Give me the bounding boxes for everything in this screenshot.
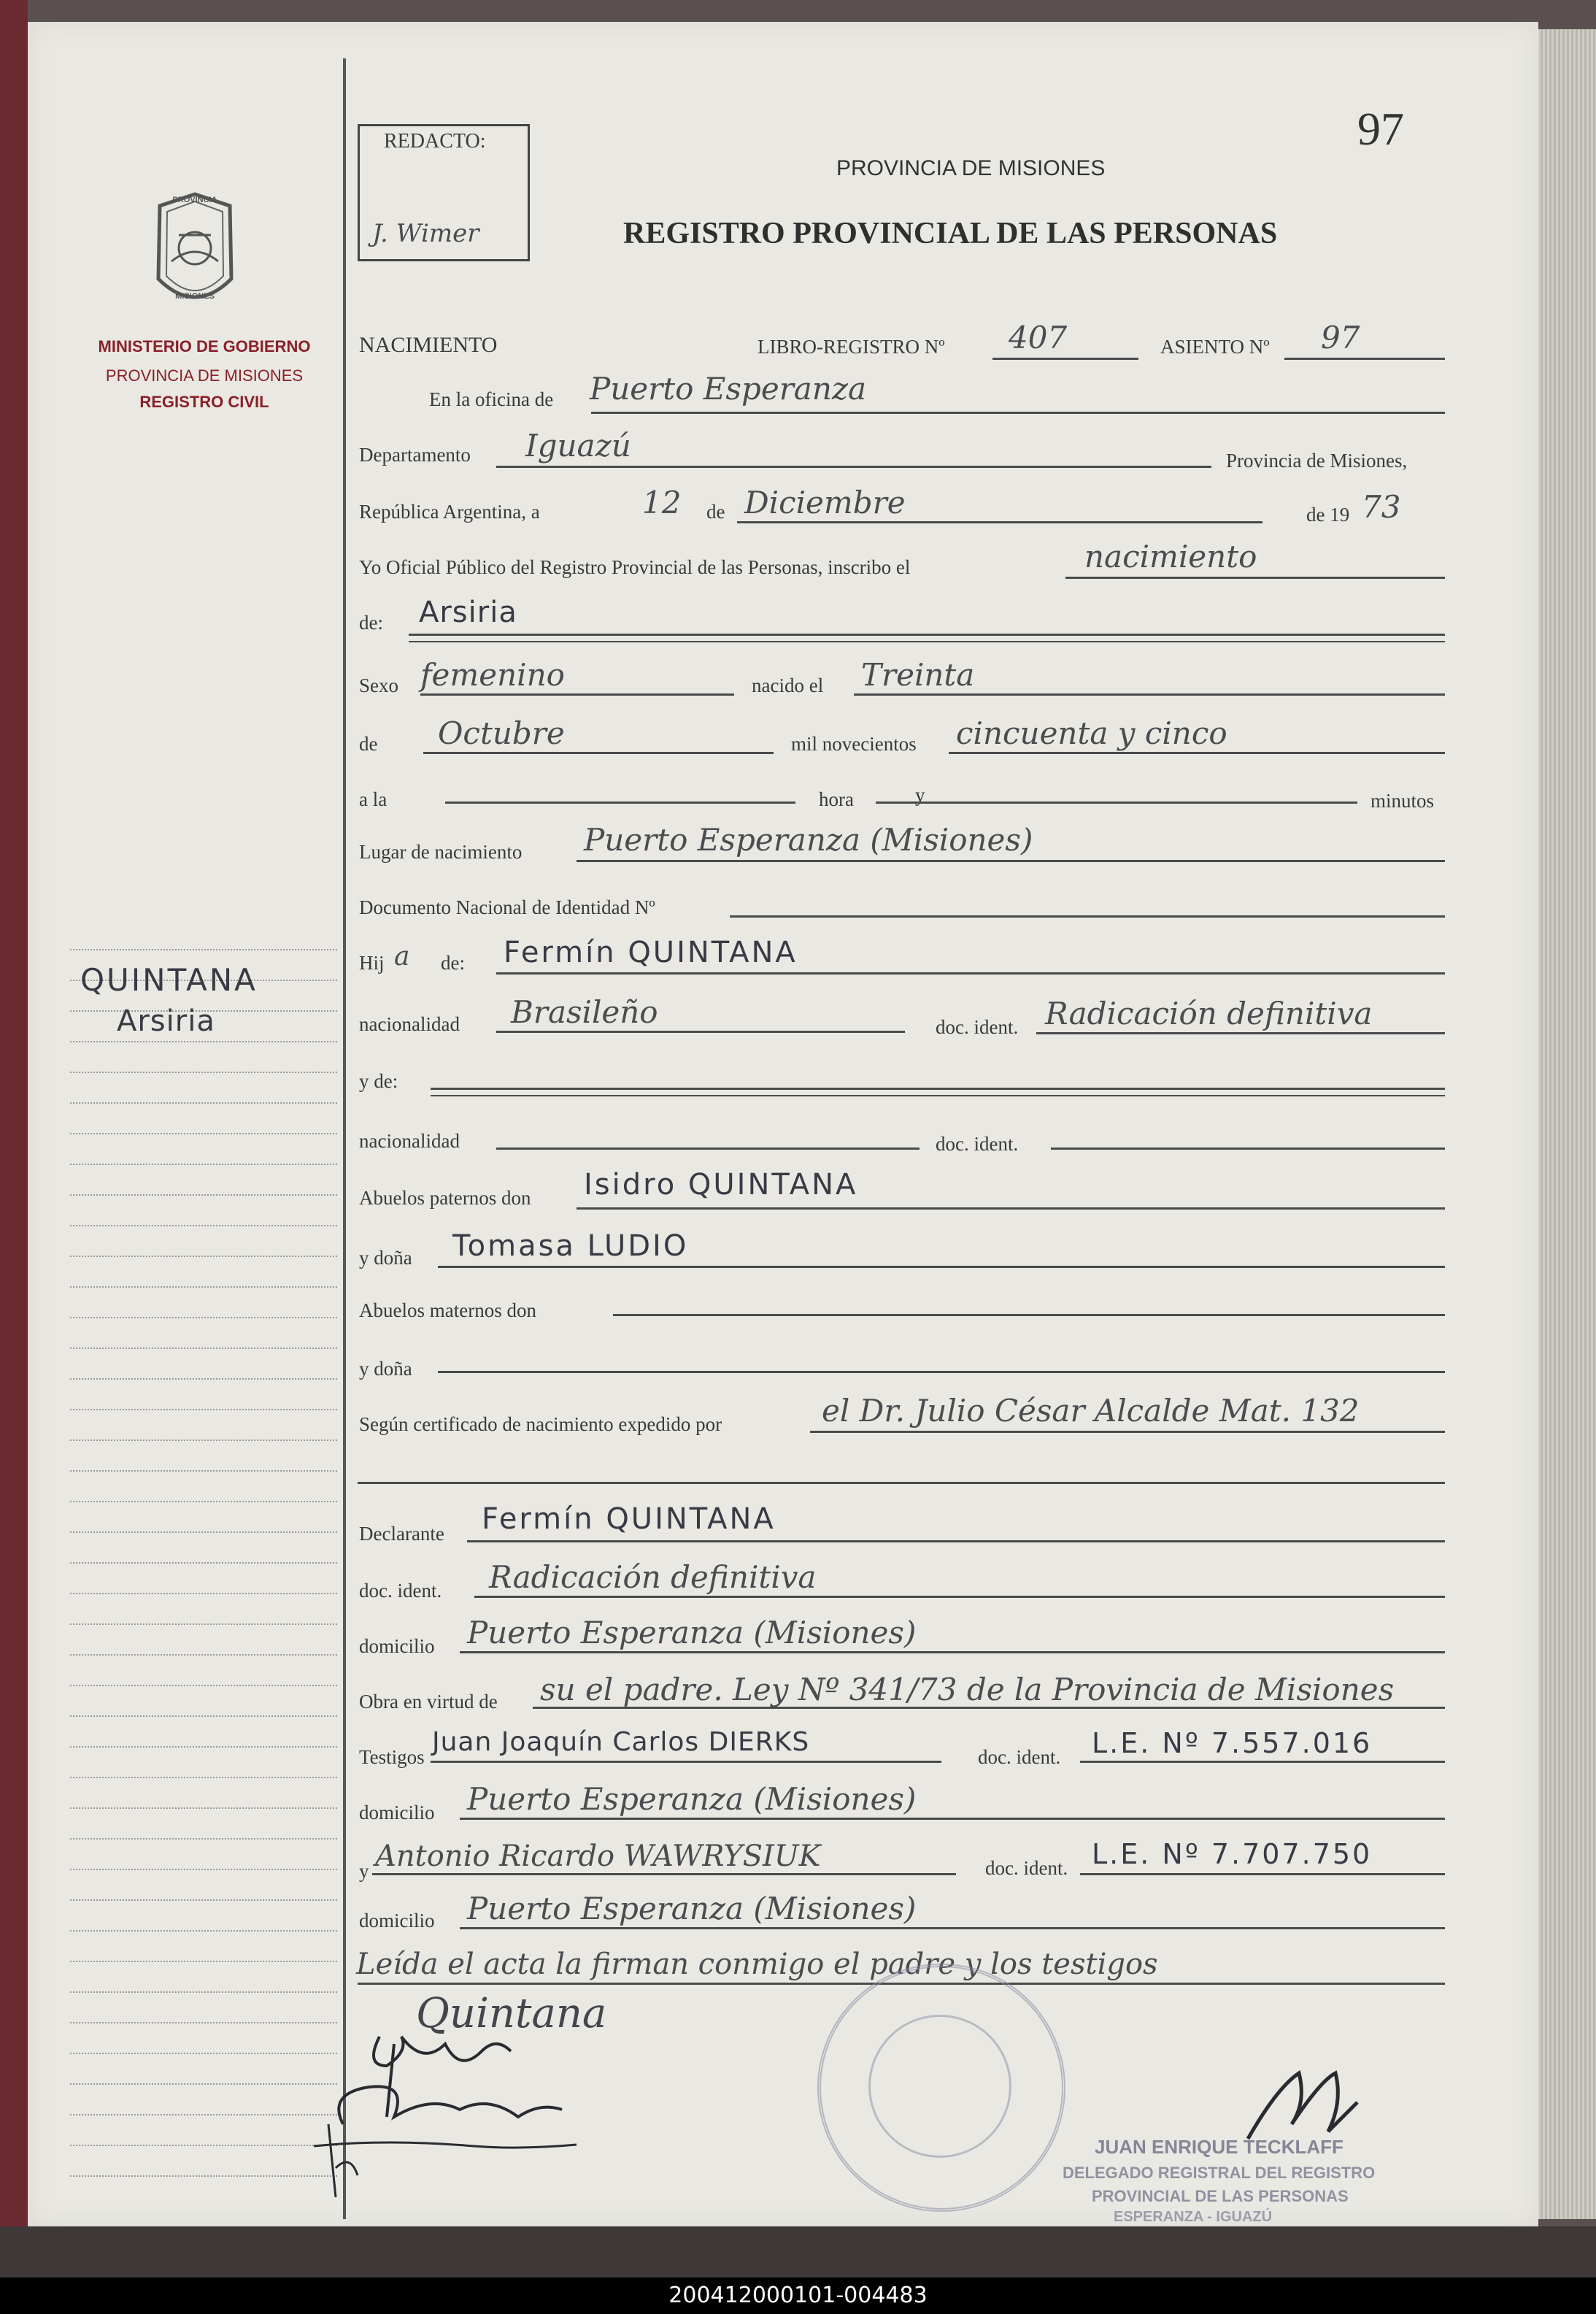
margin-dotted-line — [70, 2083, 337, 2085]
abuelos-maternos-label: Abuelos maternos don — [359, 1299, 536, 1321]
doc-ident-label: doc. ident. — [936, 1016, 1019, 1038]
y-dona-label: y doña — [359, 1247, 412, 1269]
de19-label: de 19 — [1306, 504, 1350, 526]
rule — [577, 1207, 1445, 1210]
margin-dotted-line — [70, 1501, 337, 1502]
stamp-registry: PROVINCIAL DE LAS PERSONAS — [1092, 2187, 1349, 2205]
testigos-label: Testigos — [359, 1746, 425, 1768]
testigo2-domicilio-label: domicilio — [359, 1910, 435, 1931]
rule — [431, 1761, 941, 1763]
province-heading: PROVINCIA DE MISIONES — [105, 366, 304, 385]
testigo1-domicilio-value: Puerto Esperanza (Misiones) — [467, 1781, 917, 1817]
rule — [1065, 577, 1445, 579]
margin-dotted-line — [70, 1378, 337, 1380]
certificado-value: el Dr. Julio César Alcalde Mat. 132 — [822, 1393, 1360, 1429]
margin-dotted-line — [70, 1562, 337, 1564]
lugar-label: Lugar de nacimiento — [359, 841, 523, 863]
certificado-label: Según certificado de nacimiento expedido por — [359, 1413, 722, 1435]
rule — [730, 915, 1445, 918]
asiento-label: ASIENTO Nº — [1160, 336, 1270, 358]
margin-dotted-line — [70, 1869, 337, 1870]
sexo-label: Sexo — [359, 674, 398, 696]
testigo1-doc-label: doc. ident. — [978, 1746, 1061, 1768]
testigo2-value: Antonio Ricardo WAWRYSIUK — [375, 1840, 821, 1873]
rule — [496, 972, 1445, 975]
de-nombre-label: de: — [359, 612, 383, 634]
margin-dotted-line — [70, 1102, 337, 1104]
province-title: PROVINCIA DE MISIONES — [836, 156, 1106, 180]
rule — [460, 1818, 1445, 1820]
margin-dotted-line — [70, 1838, 337, 1840]
rule — [496, 1031, 905, 1033]
departamento-value: Iguazú — [525, 428, 631, 464]
de-nombre-value: Arsiria — [419, 596, 517, 629]
declarant-signature: Quintana — [416, 1990, 607, 2037]
rule — [496, 466, 1211, 468]
decl-domicilio-label: domicilio — [359, 1635, 435, 1657]
margin-dotted-line — [70, 1256, 337, 1257]
abuela-paterna-value: Tomasa LUDIO — [452, 1229, 689, 1263]
testigo2-y-label: y — [359, 1860, 369, 1882]
margin-dotted-line — [70, 1746, 337, 1748]
redacto-label: REDACTO: — [384, 130, 486, 153]
margin-dotted-line — [70, 1807, 337, 1809]
margin-dotted-line — [70, 1439, 337, 1441]
hija-de-label: de: — [441, 952, 465, 974]
margin-dotted-line — [70, 1041, 337, 1042]
doc-ident-madre-label: doc. ident. — [936, 1133, 1019, 1155]
stamp-name: JUAN ENRIQUE TECKLAFF — [1095, 2136, 1344, 2158]
rule — [577, 860, 1445, 862]
rule — [533, 1707, 1445, 1709]
testigo2-doc-value: L.E. Nº 7.707.750 — [1092, 1838, 1373, 1870]
bottom-background — [0, 2226, 1596, 2278]
rule — [876, 802, 1357, 804]
mil-label: mil novecientos — [791, 733, 917, 755]
abuelos-paternos-label: Abuelos paternos don — [359, 1187, 531, 1209]
margin-dotted-line — [70, 1225, 337, 1226]
margin-dotted-line — [70, 1961, 337, 1962]
margin-dotted-line — [70, 1164, 337, 1165]
rule — [438, 1371, 1445, 1373]
libro-value: 407 — [1009, 320, 1068, 355]
obra-label: Obra en virtud de — [359, 1691, 498, 1713]
civil-registry-heading: REGISTRO CIVIL — [139, 393, 269, 411]
testigo1-doc-value: L.E. Nº 7.557.016 — [1092, 1727, 1373, 1759]
margin-dotted-line — [70, 1531, 337, 1533]
book-binding — [0, 0, 28, 2226]
margin-dotted-line — [70, 1072, 337, 1073]
rule — [474, 1596, 1445, 1598]
rule — [949, 752, 1445, 754]
rule — [467, 1540, 1445, 1542]
sexo-value: femenino — [420, 657, 565, 693]
margin-dotted-line — [70, 1899, 337, 1901]
margin-dotted-line — [70, 1593, 337, 1594]
stamp-office: ESPERANZA - IGUAZÚ — [1114, 2209, 1273, 2225]
minutos-label: minutos — [1371, 790, 1435, 812]
rule — [1036, 1032, 1445, 1034]
rule — [420, 693, 734, 696]
hora-label: hora — [819, 788, 854, 810]
lugar-value: Puerto Esperanza (Misiones) — [584, 822, 1033, 858]
page-edges — [1538, 29, 1596, 2219]
testigo2-doc-label: doc. ident. — [985, 1857, 1068, 1879]
margin-dotted-line — [70, 1409, 337, 1410]
padre-value: Fermín QUINTANA — [504, 936, 798, 969]
margin-dotted-line — [70, 2053, 337, 2054]
rule — [1080, 1873, 1445, 1875]
margin-dotted-line — [70, 1133, 337, 1134]
margin-dotted-line — [70, 1348, 337, 1349]
rule — [431, 1095, 1445, 1096]
declarante-label: Declarante — [359, 1523, 444, 1545]
nac-padre-value: Brasileño — [511, 994, 658, 1030]
margin-dotted-line — [70, 2145, 337, 2146]
margin-dotted-line — [70, 2114, 337, 2115]
margin-dotted-line — [70, 2022, 337, 2023]
rule — [810, 1431, 1445, 1433]
rule — [372, 1873, 956, 1875]
y-label: y — [915, 784, 925, 806]
mes-value: Diciembre — [744, 485, 906, 520]
yo-oficial-label: Yo Oficial Público del Registro Provincial de las Personas, inscribo el — [359, 556, 911, 578]
margin-dotted-line — [70, 1317, 337, 1318]
mes-nac-value: Octubre — [438, 715, 565, 751]
rule — [992, 358, 1138, 360]
hija-label: Hij — [359, 952, 385, 974]
dia-value: 12 — [642, 485, 682, 520]
abuelo-paterno-value: Isidro QUINTANA — [584, 1168, 858, 1202]
nacionalidad-madre-label: nacionalidad — [359, 1130, 460, 1152]
margin-dotted-line — [70, 1777, 337, 1778]
anio-value: 73 — [1362, 489, 1401, 525]
rule — [445, 802, 795, 804]
testigo1-value: Juan Joaquín Carlos DIERKS — [432, 1727, 810, 1757]
registry-title: REGISTRO PROVINCIAL DE LAS PERSONAS — [623, 217, 1278, 250]
stamp-title: DELEGADO REGISTRAL DEL REGISTRO — [1063, 2164, 1376, 2182]
page-number: 97 — [1357, 103, 1404, 155]
ministry-heading: MINISTERIO DE GOBIERNO — [98, 337, 311, 355]
margin-dotted-line — [70, 1654, 337, 1656]
margin-dotted-line — [70, 1685, 337, 1686]
yo-oficial-value: nacimiento — [1084, 539, 1257, 574]
rule — [496, 1148, 920, 1150]
rule — [409, 641, 1445, 642]
oficina-label: En la oficina de — [429, 388, 554, 410]
de-mes-label: de — [359, 733, 378, 755]
seal-text-top: PROVINCIA — [172, 196, 217, 204]
hija-gender: a — [394, 942, 410, 972]
witness-signatures — [299, 2022, 613, 2212]
margin-rule — [343, 58, 346, 2219]
de-label: de — [706, 501, 725, 523]
rule — [613, 1314, 1445, 1316]
margin-dotted-line — [70, 1286, 337, 1288]
registry-stamp-inner — [868, 2015, 1011, 2158]
margin-dotted-line — [70, 2175, 337, 2177]
margin-surname: QUINTANA — [80, 962, 258, 998]
republica-label: República Argentina, a — [359, 501, 540, 523]
libro-label: LIBRO-REGISTRO Nº — [757, 336, 945, 358]
margin-dotted-line — [70, 1623, 337, 1625]
nacido-label: nacido el — [752, 674, 824, 696]
seal-text-bottom: MISIONES — [175, 292, 215, 301]
rule — [431, 1088, 1445, 1090]
image-id-footer: 200412000101-004483 — [0, 2278, 1596, 2314]
asiento-value: 97 — [1321, 320, 1360, 355]
rule — [460, 1927, 1445, 1929]
oficina-value: Puerto Esperanza — [590, 371, 867, 407]
decl-doc-value: Radicación definitiva — [489, 1559, 817, 1595]
rule — [591, 412, 1445, 414]
rule — [423, 752, 774, 754]
rule — [1284, 358, 1445, 360]
obra-value: su el padre. Ley Nº 341/73 de la Provincia de Misiones — [540, 1672, 1395, 1707]
rule — [358, 1482, 1445, 1484]
nacionalidad-label: nacionalidad — [359, 1013, 460, 1035]
rule — [1080, 1761, 1445, 1763]
anio-nac-value: cincuenta y cinco — [956, 715, 1227, 751]
decl-domicilio-value: Puerto Esperanza (Misiones) — [467, 1615, 917, 1650]
declarante-value: Fermín QUINTANA — [482, 1502, 776, 1536]
margin-dotted-line — [70, 1194, 337, 1196]
testigo2-domicilio-value: Puerto Esperanza (Misiones) — [467, 1891, 917, 1926]
form-type: NACIMIENTO — [359, 333, 498, 357]
rule — [460, 1651, 1445, 1653]
y-dona-materna-label: y doña — [359, 1358, 412, 1380]
decl-doc-label: doc. ident. — [359, 1580, 442, 1602]
margin-dotted-line — [70, 1715, 337, 1717]
nacido-value: Treinta — [861, 657, 975, 693]
dni-label: Documento Nacional de Identidad Nº — [359, 896, 655, 918]
rule — [409, 634, 1445, 636]
a-la-label: a la — [359, 788, 388, 810]
margin-dotted-line — [70, 1991, 337, 1993]
redacto-value: J. Wimer — [372, 219, 479, 248]
rule — [438, 1266, 1445, 1268]
rule — [737, 521, 1262, 523]
margin-dotted-line — [70, 949, 337, 950]
departamento-label: Departamento — [359, 444, 471, 466]
provincia-label: Provincia de Misiones, — [1226, 450, 1408, 472]
rule — [854, 693, 1445, 696]
doc-padre-value: Radicación definitiva — [1045, 996, 1373, 1031]
margin-given-name: Arsiria — [117, 1004, 215, 1038]
testigo1-domicilio-label: domicilio — [359, 1802, 435, 1823]
rule — [1051, 1148, 1445, 1150]
margin-dotted-line — [70, 1470, 337, 1472]
y-de-label: y de: — [359, 1070, 398, 1092]
margin-dotted-line — [70, 1930, 337, 1931]
leida-value: Leída el acta la firman conmigo el padre y los testigos — [356, 1948, 1158, 1981]
